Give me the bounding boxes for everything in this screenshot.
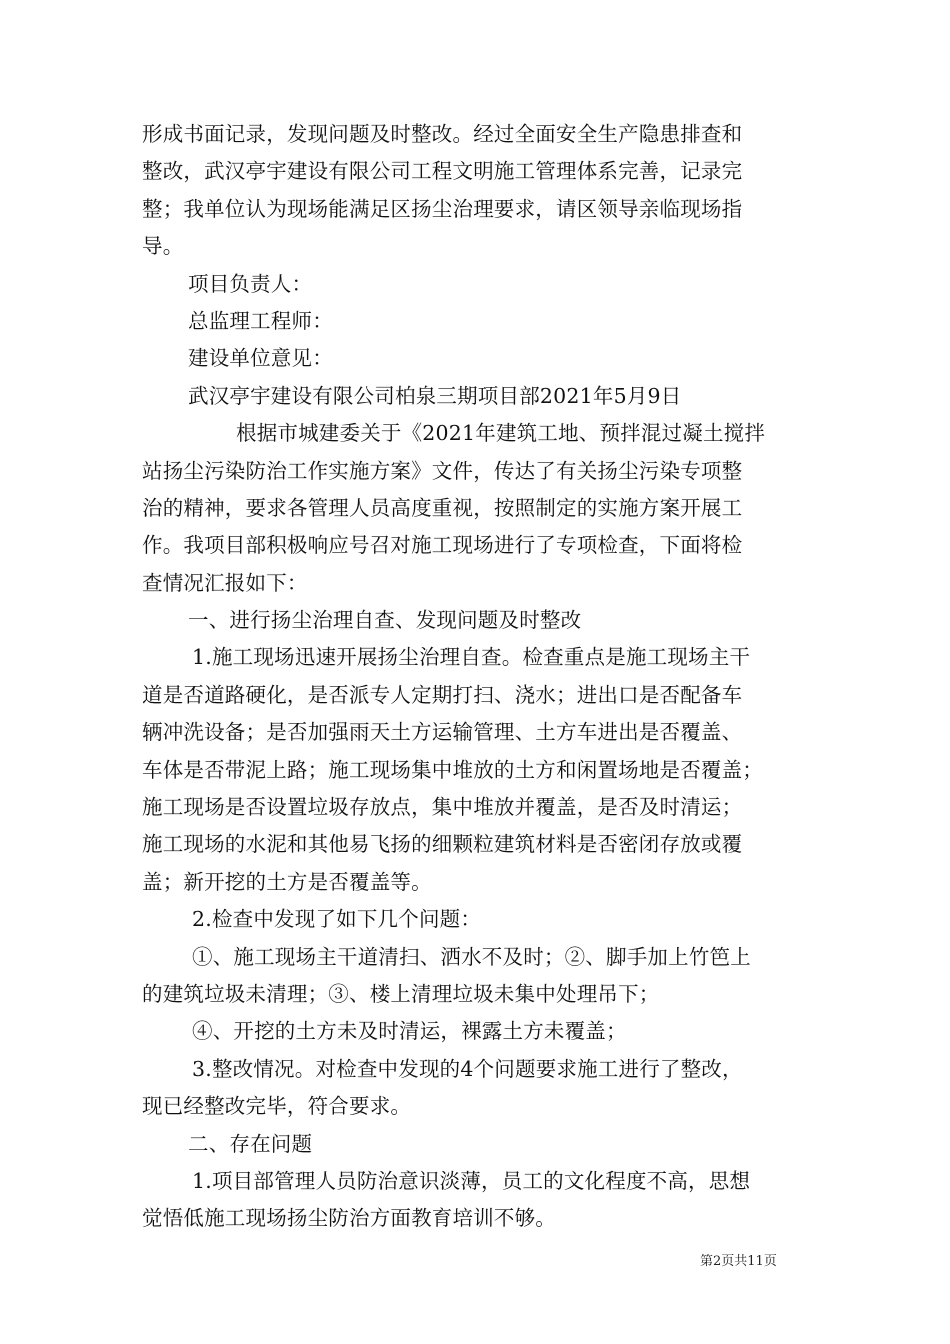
paragraph-line: 辆冲洗设备；是否加强雨天土方运输管理、土方车进出是否覆盖、: [142, 720, 743, 745]
paragraph-line: 2.检查中发现了如下几个问题：: [192, 907, 482, 932]
paragraph-line: 车体是否带泥上路；施工现场集中堆放的土方和闲置场地是否覆盖；: [142, 757, 763, 782]
paragraph-line: 治的精神，要求各管理人员高度重视，按照制定的实施方案开展工: [142, 495, 743, 520]
paragraph-line: 的建筑垃圾未清理；③、楼上清理垃圾未集中处理吊下；: [142, 981, 660, 1006]
paragraph-line: 盖；新开挖的土方是否覆盖等。: [142, 869, 432, 894]
signature-label-project-lead: 项目负责人：: [188, 271, 313, 296]
section-heading: 二、存在问题: [188, 1131, 313, 1156]
paragraph-line: 作。我项目部积极响应号召对施工现场进行了专项检查，下面将检: [142, 533, 743, 558]
paragraph-line: ④、开挖的土方未及时清运，裸露土方未覆盖；: [192, 1019, 627, 1044]
paragraph-line: 施工现场的水泥和其他易飞扬的细颗粒建筑材料是否密闭存放或覆: [142, 832, 743, 857]
paragraph-line: 道是否道路硬化，是否派专人定期打扫、浇水；进出口是否配备车: [142, 682, 743, 707]
paragraph-line: 整；我单位认为现场能满足区扬尘治理要求，请区领导亲临现场指: [142, 196, 743, 221]
paragraph-line: 觉悟低施工现场扬尘防治方面教育培训不够。: [142, 1206, 556, 1231]
paragraph-line: 形成书面记录，发现问题及时整改。经过全面安全生产隐患排查和: [142, 122, 743, 146]
page-number: 第2页共11页: [700, 1254, 777, 1269]
paragraph-line: 导。: [142, 234, 184, 259]
paragraph-line: 查情况汇报如下：: [142, 570, 308, 595]
paragraph-line: 现已经整改完毕，符合要求。: [142, 1094, 412, 1119]
signature-label-chief-engineer: 总监理工程师：: [188, 308, 333, 333]
paragraph-line: 站扬尘污染防治工作实施方案》文件，传达了有关扬尘污染专项整: [142, 458, 743, 483]
paragraph-line: 整改，武汉亭宇建设有限公司工程文明施工管理体系完善，记录完: [142, 159, 743, 184]
paragraph-line: 1.施工现场迅速开展扬尘治理自查。检查重点是施工现场主干: [192, 645, 751, 670]
paragraph-line: 施工现场是否设置垃圾存放点，集中堆放并覆盖，是否及时清运；: [142, 795, 743, 820]
section-heading: 一、进行扬尘治理自查、发现问题及时整改: [188, 608, 582, 633]
paragraph-line: 根据市城建委关于《2021年建筑工地、预拌混过凝土搅拌: [236, 421, 766, 446]
paragraph-line: 1.项目部管理人员防治意识淡薄，员工的文化程度不高，思想: [192, 1168, 751, 1193]
paragraph-line: 3.整改情况。对检查中发现的4个问题要求施工进行了整改，: [192, 1056, 743, 1081]
signature-label-client-opinion: 建设单位意见：: [188, 346, 333, 371]
document-body: [142, 116, 814, 1238]
paragraph-line: ①、施工现场主干道清扫、洒水不及时；②、脚手加上竹笆上: [192, 944, 751, 969]
signature-org-date: 武汉亭宇建设有限公司柏泉三期项目部2021年5月9日: [188, 383, 682, 408]
